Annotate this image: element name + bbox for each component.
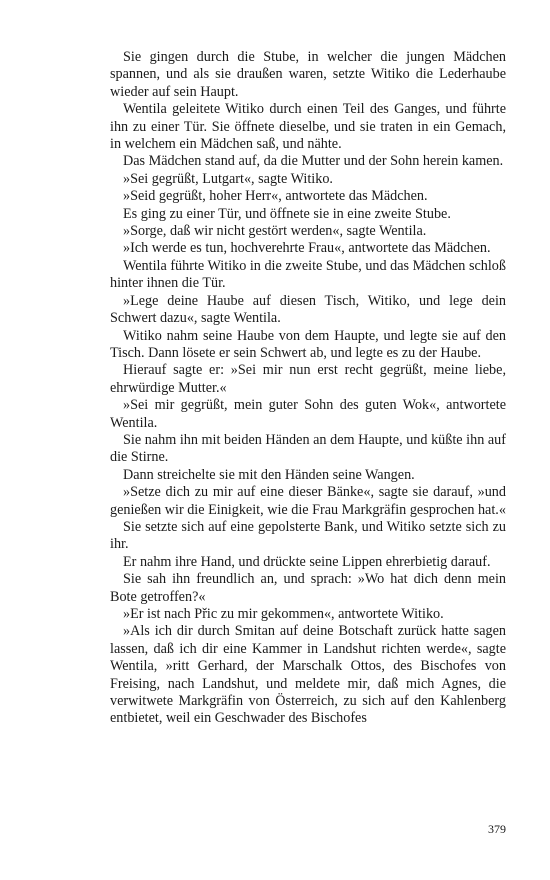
page-body [110,49,506,728]
paragraph: Dann streichelte sie mit den Händen seine Wangen. [123,466,415,483]
paragraph: »Ich werde es tun, hochverehrte Frau«, antwortete das Mädchen. [123,240,491,257]
paragraph: »Sei mir gegrüßt, mein guter Sohn des guten Wok«, antwortete Wentila. [110,397,506,431]
paragraph: »Er ist nach Přic zu mir gekommen«, antwortete Witiko. [123,606,444,622]
paragraph: Sie setzte sich auf eine gepolsterte Bank, und Witiko setzte sich zu ihr. [110,518,506,553]
paragraph: Es ging zu einer Tür, und öffnete sie in eine zweite Stube. [123,205,451,222]
paragraph: Sie nahm ihn mit beiden Händen an dem Haupte, und küßte ihn auf die Stirne. [110,431,506,466]
paragraph: »Seid gegrüßt, hoher Herr«, antwortete das Mädchen. [123,188,428,205]
page-number: 379 [488,822,506,836]
paragraph: Witiko nahm seine Haube von dem Haupte, und legte sie auf den Tisch. Dann lösete er sein Schwert ab, und legte es zu der Haube. [110,327,506,361]
paragraph: Sie sah ihn freundlich an, und sprach: »Wo hat dich denn mein Bote getroffen?« [110,571,506,605]
paragraph: »Als ich dir durch Smitan auf deine Botschaft zurück hatte sagen lassen, daß ich dir eine Kammer in Landshut richten werde«, sagte Wentila, »ritt Gerhard, der Marschalk Ottos, des Bischofes von Freising, nach Landshut, und meldete mir, daß mich Agnes, die verwitwete Markgräfin von Österreich, zu sich auf den Kahlenberg entbietet, weil ein Geschwader des Bischofes [110,623,506,727]
paragraph: Wentila führte Witiko in die zweite Stube, und das Mädchen schloß hinter ihnen die Tür. [110,257,506,292]
paragraph: Das Mädchen stand auf, da die Mutter und der Sohn herein kamen. [123,153,504,170]
paragraph: »Lege deine Haube auf diesen Tisch, Witiko, und lege dein Schwert dazu«, sagte Wentila. [110,292,506,327]
paragraph: Sie gingen durch die Stube, in welcher die jungen Mädchen spannen, und als sie draußen waren, setzte Witiko die Lederhaube wieder auf sein Haupt. [110,49,506,100]
paragraph: »Sei gegrüßt, Lutgart«, sagte Witiko. [123,170,333,187]
paragraph: »Setze dich zu mir auf eine dieser Bänke«, sagte sie darauf, »und genießen wir die Einigkeit, wie die Frau Markgräfin gesprochen hat.« [110,484,506,518]
paragraph: Hierauf sagte er: »Sei mir nun erst recht gegrüßt, meine liebe, ehrwürdige Mutter.« [110,362,506,396]
paragraph: »Sorge, daß wir nicht gestört werden«, sagte Wentila. [123,223,427,240]
paragraph: Er nahm ihre Hand, und drückte seine Lippen ehrerbietig darauf. [123,553,491,570]
paragraph: Wentila geleitete Witiko durch einen Teil des Ganges, und führte ihn zu einer Tür. Sie öffnete dieselbe, und sie traten in ein Gemach, in welchem ein Mädchen saß, und nähte. [110,101,506,153]
